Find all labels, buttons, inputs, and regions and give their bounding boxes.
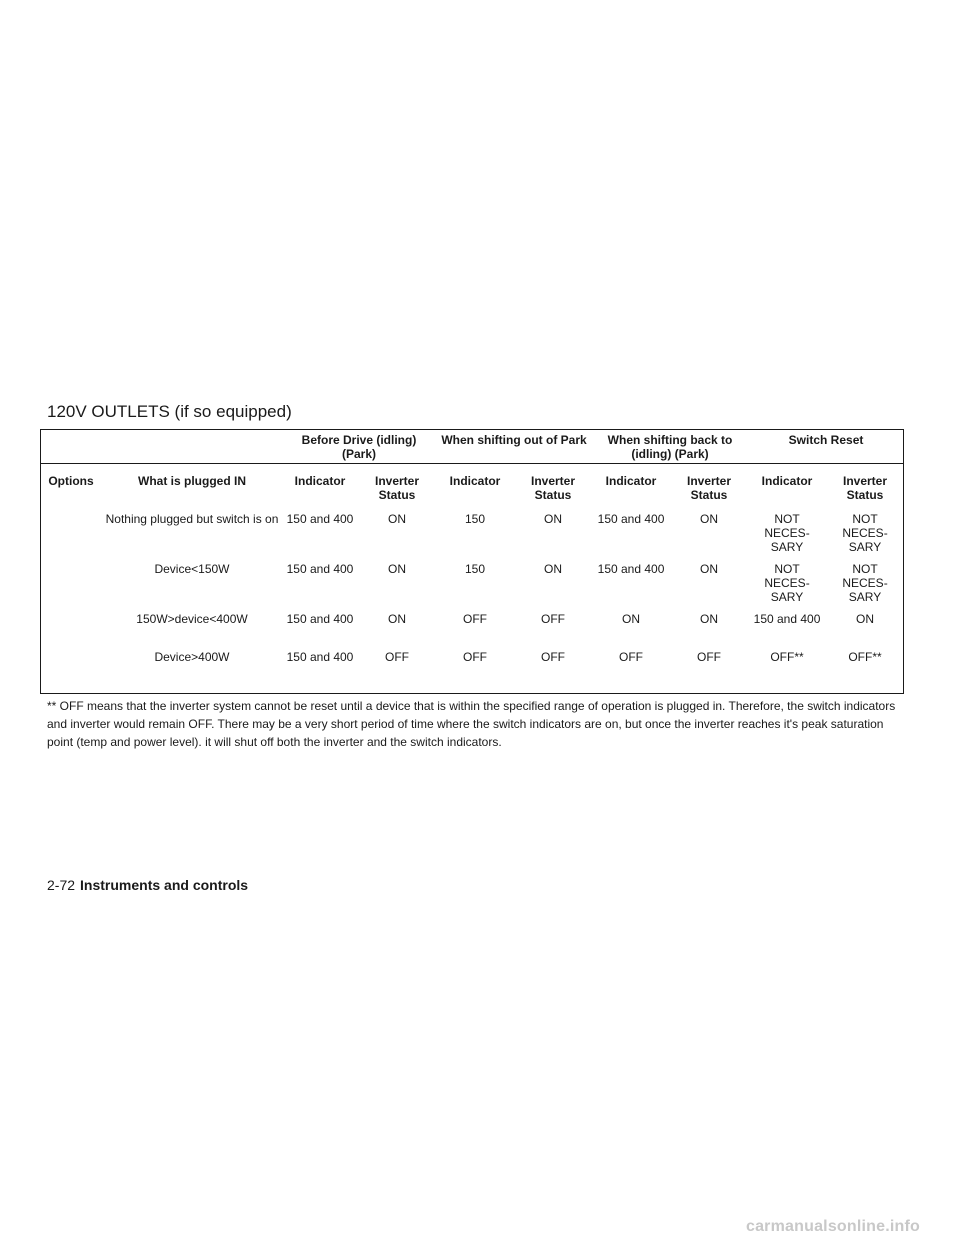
group-header-shifting-back: When shifting back to (idling) (Park) <box>607 433 733 461</box>
table-cell: ON <box>388 562 406 576</box>
table-cell: ON <box>544 512 562 526</box>
column-header: Options <box>48 474 94 488</box>
outlet-spec-table <box>40 429 904 680</box>
group-header-before-drive: Before Drive (idling) (Park) <box>301 433 417 461</box>
watermark: carmanualsonline.info <box>745 1218 920 1235</box>
table-cell: ON <box>622 612 641 626</box>
table-cell: OFF <box>619 650 644 664</box>
table-cell: ON <box>856 612 875 626</box>
table-row <box>40 604 904 642</box>
table-cell: OFF** <box>770 650 804 664</box>
table-cell <box>40 604 102 642</box>
table-cell: ON <box>388 512 406 526</box>
table-cell: ON <box>544 562 562 576</box>
table-cell: 150 and 400 <box>286 612 354 626</box>
page-number: 2-72 <box>47 877 76 893</box>
group-header-switch-reset: Switch Reset <box>788 433 864 447</box>
table-cell <box>40 554 102 604</box>
table-cell: 150 <box>464 562 486 576</box>
table-cell <box>40 504 102 554</box>
table-cell: 150W>device<400W <box>136 612 248 626</box>
group-header-shifting-out: When shifting out of Park <box>441 433 587 447</box>
column-header: Indicator <box>294 474 346 488</box>
table-cell: 150 and 400 <box>753 612 821 626</box>
column-header: Indicator <box>761 474 813 488</box>
table-cell: OFF <box>463 650 487 664</box>
column-header: Indicator <box>605 474 657 488</box>
group-header-empty <box>40 429 282 464</box>
table-cell: NOT NECES-SARY <box>764 562 810 604</box>
page-title: 120V OUTLETS (if so equipped) <box>47 402 292 421</box>
table-cell: OFF <box>463 612 487 626</box>
table-cell: 150 and 400 <box>286 512 354 526</box>
table-cell: NOT NECES-SARY <box>764 512 810 554</box>
column-header: Inverter Status <box>843 474 888 502</box>
footnote: ** OFF means that the inverter system cannot be reset until a device that is within the specified range of operation is plugged in. Therefore, the switch indicators and inverter would remain OFF. There may be a very short period of time where the switch indicators are on, but once the inverter reaches it's peak saturation point (temp and power level). it will shut off both the inverter and the switch indicators. <box>47 699 896 749</box>
section-name: Instruments and controls <box>80 877 249 893</box>
column-header: Inverter Status <box>374 474 420 502</box>
column-header: Inverter Status <box>530 474 576 502</box>
table-cell: 150 and 400 <box>286 650 354 664</box>
table-cell: Nothing plugged but switch is on <box>105 512 279 526</box>
table-cell: OFF** <box>848 650 882 664</box>
table-cell: 150 and 400 <box>597 562 665 576</box>
page-footer <box>47 877 248 893</box>
table-cell: 150 and 400 <box>286 562 354 576</box>
table-cell: ON <box>700 612 719 626</box>
table-cell: 150 <box>464 512 486 526</box>
table-cell: OFF <box>541 650 565 664</box>
sub-header-row <box>40 464 904 505</box>
table-row <box>40 642 904 680</box>
table-row <box>40 504 904 554</box>
table-cell: ON <box>700 562 719 576</box>
column-header: Indicator <box>449 474 501 488</box>
table-row <box>40 554 904 604</box>
column-header: What is plugged IN <box>138 474 246 488</box>
table-cell: 150 and 400 <box>597 512 665 526</box>
table-cell: OFF <box>385 650 409 664</box>
group-header-row <box>40 429 904 464</box>
table-cell: NOT NECES-SARY <box>842 512 888 554</box>
table-cell: ON <box>700 512 719 526</box>
table-cell <box>40 642 102 680</box>
table-cell: OFF <box>697 650 722 664</box>
table-cell: OFF <box>541 612 565 626</box>
table-cell: ON <box>388 612 406 626</box>
table-cell: Device<150W <box>154 562 230 576</box>
column-header: Inverter Status <box>687 474 732 502</box>
table-cell: Device>400W <box>154 650 230 664</box>
table-cell: NOT NECES-SARY <box>842 562 888 604</box>
